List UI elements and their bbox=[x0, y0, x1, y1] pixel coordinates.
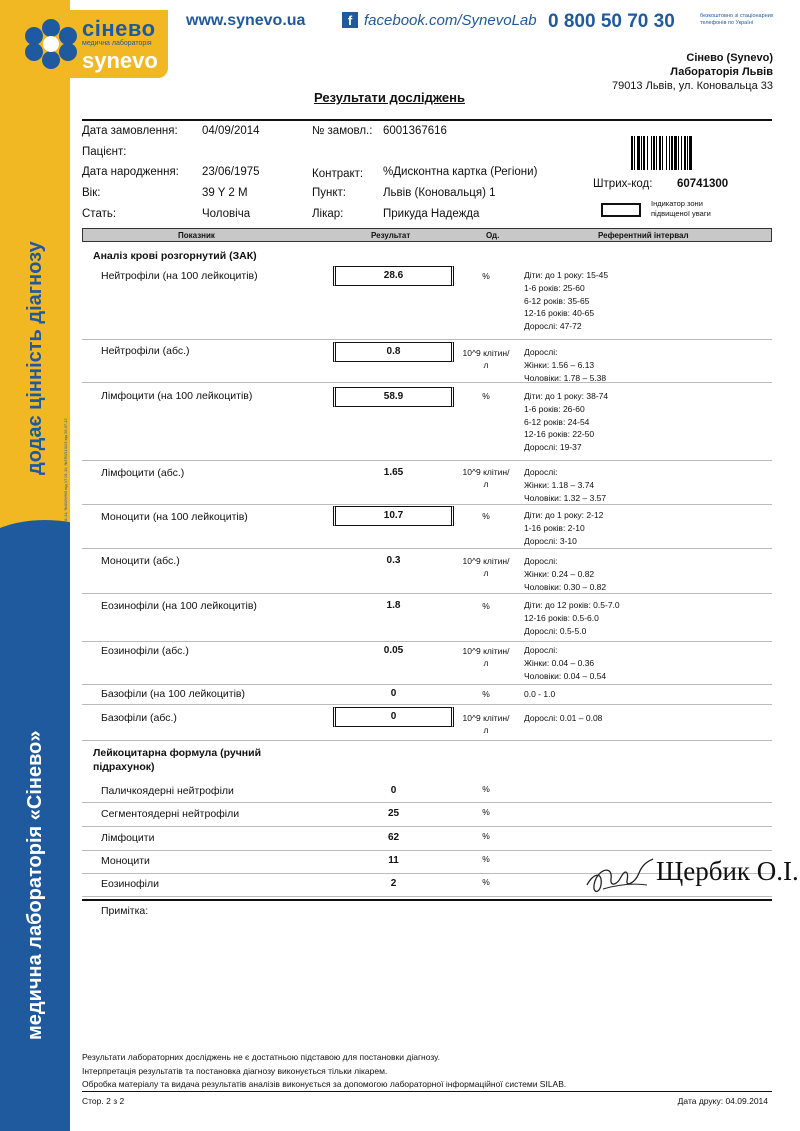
logo-text-ua: сінево bbox=[82, 16, 156, 41]
lab-name: Сінево (Synevo) bbox=[686, 52, 773, 64]
unit: % bbox=[482, 784, 490, 794]
reference-interval: Діти: до 12 років: 0.5-7.0 12-16 років: 0.5-6.0 Дорослі: 0.5-5.0 bbox=[524, 600, 620, 636]
side-text-lab: медична лабораторія «Сінево» bbox=[24, 730, 46, 1040]
table-row: Сегментоядерні нейтрофіли bbox=[101, 808, 240, 820]
unit: % bbox=[482, 271, 490, 281]
barcode-number: 60741300 bbox=[677, 178, 729, 190]
reference-interval: Діти: до 1 року: 38-74 1-6 років: 26-60 6-12 років: 24-54 12-16 років: 22-50 Дорослі: 19-37 bbox=[524, 391, 609, 453]
result-value: 1.65 bbox=[383, 467, 404, 478]
table-row: Еозинофіли (абс.) bbox=[101, 645, 189, 657]
sex-label: Стать: bbox=[82, 208, 117, 220]
side-text-slogan: додає цінність діагнозу bbox=[24, 241, 46, 475]
unit: % bbox=[482, 854, 490, 864]
result-value: 62 bbox=[387, 832, 400, 843]
section-leukocyte-formula: Лейкоцитарна формула (ручний підрахунок) bbox=[93, 747, 262, 773]
reference-interval: Дорослі: Жінки: 1.56 – 6.13 Чоловіки: 1.78 – 5.38 bbox=[524, 347, 607, 383]
result-value: 0 bbox=[390, 688, 397, 699]
order-no-label: № замовл.: bbox=[312, 125, 373, 137]
doctor: Прикуда Надежда bbox=[383, 208, 480, 220]
logo-subtitle: медична лабораторія bbox=[82, 40, 152, 47]
logo bbox=[18, 10, 168, 78]
result-value: 1.8 bbox=[386, 600, 401, 611]
logo-text-en: synevo bbox=[82, 48, 158, 73]
website-link[interactable]: www.synevo.ua bbox=[186, 12, 306, 29]
order-no: 6001367616 bbox=[383, 125, 447, 137]
attention-indicator-label: Індикатор зони підвищеної уваги bbox=[651, 199, 711, 218]
result-value: 0 bbox=[390, 785, 397, 796]
lab-branch: Лабораторія Львів bbox=[670, 66, 773, 78]
unit: 10^9 клітин/л bbox=[462, 556, 510, 578]
result-value: 2 bbox=[390, 878, 397, 889]
col-result: Результат bbox=[371, 231, 411, 240]
unit: 10^9 клітин/л bbox=[462, 467, 510, 489]
facebook-link[interactable]: facebook.com/SynevoLab bbox=[364, 12, 537, 29]
reference-interval: Дорослі: 0.01 – 0.08 bbox=[524, 713, 603, 723]
reference-interval: Діти: до 1 року: 15-45 1-6 років: 25-60 6-12 років: 35-65 12-16 років: 40-65 Дорослі: 47-72 bbox=[524, 270, 609, 332]
table-row: Лімфоцити (абс.) bbox=[101, 467, 185, 479]
section-cbc: Аналіз крові розгорнутий (ЗАК) bbox=[93, 250, 257, 262]
document-title: Результати досліджень bbox=[314, 90, 465, 105]
result-value: 0.3 bbox=[386, 555, 401, 566]
table-row: Нейтрофіли (абс.) bbox=[101, 345, 190, 357]
unit: 10^9 клітин/л bbox=[462, 646, 510, 668]
table-row: Нейтрофіли (на 100 лейкоцитів) bbox=[101, 270, 258, 282]
note-label: Примітка: bbox=[101, 905, 149, 917]
table-row: Лімфоцити (на 100 лейкоцитів) bbox=[101, 390, 253, 402]
result-value: 10.7 bbox=[333, 506, 454, 526]
unit: 10^9 клітин/л bbox=[462, 713, 510, 735]
footer-line-1: Результати лабораторних досліджень не є достатньою підставою для постановки діагнозу. bbox=[82, 1052, 440, 1062]
result-value: 0.05 bbox=[383, 645, 404, 656]
unit: % bbox=[482, 511, 490, 521]
table-row: Моноцити (на 100 лейкоцитів) bbox=[101, 511, 248, 523]
reference-interval: Дорослі: Жінки: 0.24 – 0.82 Чоловіки: 0.30 – 0.82 bbox=[524, 556, 607, 592]
barcode-label: Штрих-код: bbox=[593, 178, 653, 190]
divider bbox=[82, 119, 772, 121]
phone-note: безкоштовно зі стаціонарних телефонів по Україні bbox=[700, 13, 774, 26]
unit: % bbox=[482, 807, 490, 817]
table-row: Базофіли (абс.) bbox=[101, 712, 177, 724]
reference-interval: Дорослі: Жінки: 1.18 – 3.74 Чоловіки: 1.32 – 3.57 bbox=[524, 467, 607, 503]
attention-indicator bbox=[601, 203, 641, 217]
facebook-icon: f bbox=[342, 12, 358, 28]
point: Львів (Коновальця) 1 bbox=[383, 187, 496, 199]
footer-line-3: Обробка матеріалу та видача результатів аналізів виконується за допомогою лабораторної інформаційної системи SILAB. bbox=[82, 1079, 567, 1089]
contract-label: Контракт: bbox=[312, 168, 364, 180]
birth-label: Дата народження: bbox=[82, 166, 179, 178]
reference-interval: 0.0 - 1.0 bbox=[524, 689, 556, 699]
unit: 10^9 клітин/л bbox=[462, 348, 510, 370]
table-row: Еозинофіли (на 100 лейкоцитів) bbox=[101, 600, 257, 612]
reference-interval: Дорослі: Жінки: 0.04 – 0.36 Чоловіки: 0.04 – 0.54 bbox=[524, 645, 607, 681]
result-value: 0 bbox=[333, 707, 454, 727]
col-ref: Референтний інтервал bbox=[598, 231, 689, 240]
table-header bbox=[82, 228, 772, 242]
phone-number: 0 800 50 70 30 bbox=[548, 11, 675, 32]
page-number: Стор. 2 з 2 bbox=[82, 1096, 125, 1106]
order-date: 04/09/2014 bbox=[202, 125, 260, 137]
result-value: 58.9 bbox=[333, 387, 454, 407]
unit: % bbox=[482, 601, 490, 611]
birth-date: 23/06/1975 bbox=[202, 166, 260, 178]
lab-info bbox=[612, 51, 773, 93]
result-value: 0.8 bbox=[333, 342, 454, 362]
unit: % bbox=[482, 877, 490, 887]
table-row: Моноцити (абс.) bbox=[101, 555, 180, 567]
table-row: Еозинофіли bbox=[101, 878, 160, 890]
unit: % bbox=[482, 689, 490, 699]
reference-interval: Діти: до 1 року: 2-12 1-16 років: 2-10 Дорослі: 3-10 bbox=[524, 510, 604, 546]
result-value: 11 bbox=[388, 855, 399, 866]
contract: %Дисконтна картка (Регіони) bbox=[383, 166, 538, 178]
table-row: Моноцити bbox=[101, 855, 150, 867]
flower-logo-icon bbox=[22, 18, 80, 70]
patient-label: Пацієнт: bbox=[82, 146, 127, 158]
signature-icon bbox=[583, 855, 663, 900]
lab-address: 79013 Львів, ул. Коновальца 33 bbox=[611, 80, 773, 92]
age-label: Вік: bbox=[82, 187, 101, 199]
result-value: 25 bbox=[387, 808, 400, 819]
age: 39 Y 2 M bbox=[202, 187, 248, 199]
signature-name: Щербик О.І. bbox=[656, 856, 799, 886]
sex: Чоловіча bbox=[202, 208, 251, 220]
order-date-label: Дата замовлення: bbox=[82, 125, 178, 137]
unit: % bbox=[482, 391, 490, 401]
license-text: Ліцензія МОЗ України: АГ №599151 від 28.12.11; АВ №470246 від 12.03.09; АВ №492917 від 29.10.09. Свідоцтво про атестацію: №РЛ-009/12 від 2.08.2012. Свідоцтво про атестацію № 11-1255/12 від 06.04.12; №ПТ-121/12 від 06.04.12; №ПО-6662/10 від 05.10.10; №001851 від 17.01.11; №0109/9/0 від 17.01.11; №ГЛ0/1101/3 від 26.07.12 bbox=[63, 418, 68, 1040]
doctor-label: Лікар: bbox=[312, 208, 344, 220]
col-unit: Од. bbox=[486, 231, 500, 240]
print-date: Дата друку: 04.09.2014 bbox=[677, 1096, 768, 1106]
table-row: Лімфоцити bbox=[101, 832, 155, 844]
unit: % bbox=[482, 831, 490, 841]
result-value: 28.6 bbox=[333, 266, 454, 286]
barcode-image bbox=[631, 136, 724, 170]
point-label: Пункт: bbox=[312, 187, 346, 199]
table-row: Паличкоядерні нейтрофіли bbox=[101, 785, 234, 797]
table-row: Базофіли (на 100 лейкоцитів) bbox=[101, 688, 245, 700]
footer-line-2: Інтерпретація результатів та постановка діагнозу виконується тільки лікарем. bbox=[82, 1066, 388, 1076]
col-name: Показник bbox=[178, 231, 215, 240]
